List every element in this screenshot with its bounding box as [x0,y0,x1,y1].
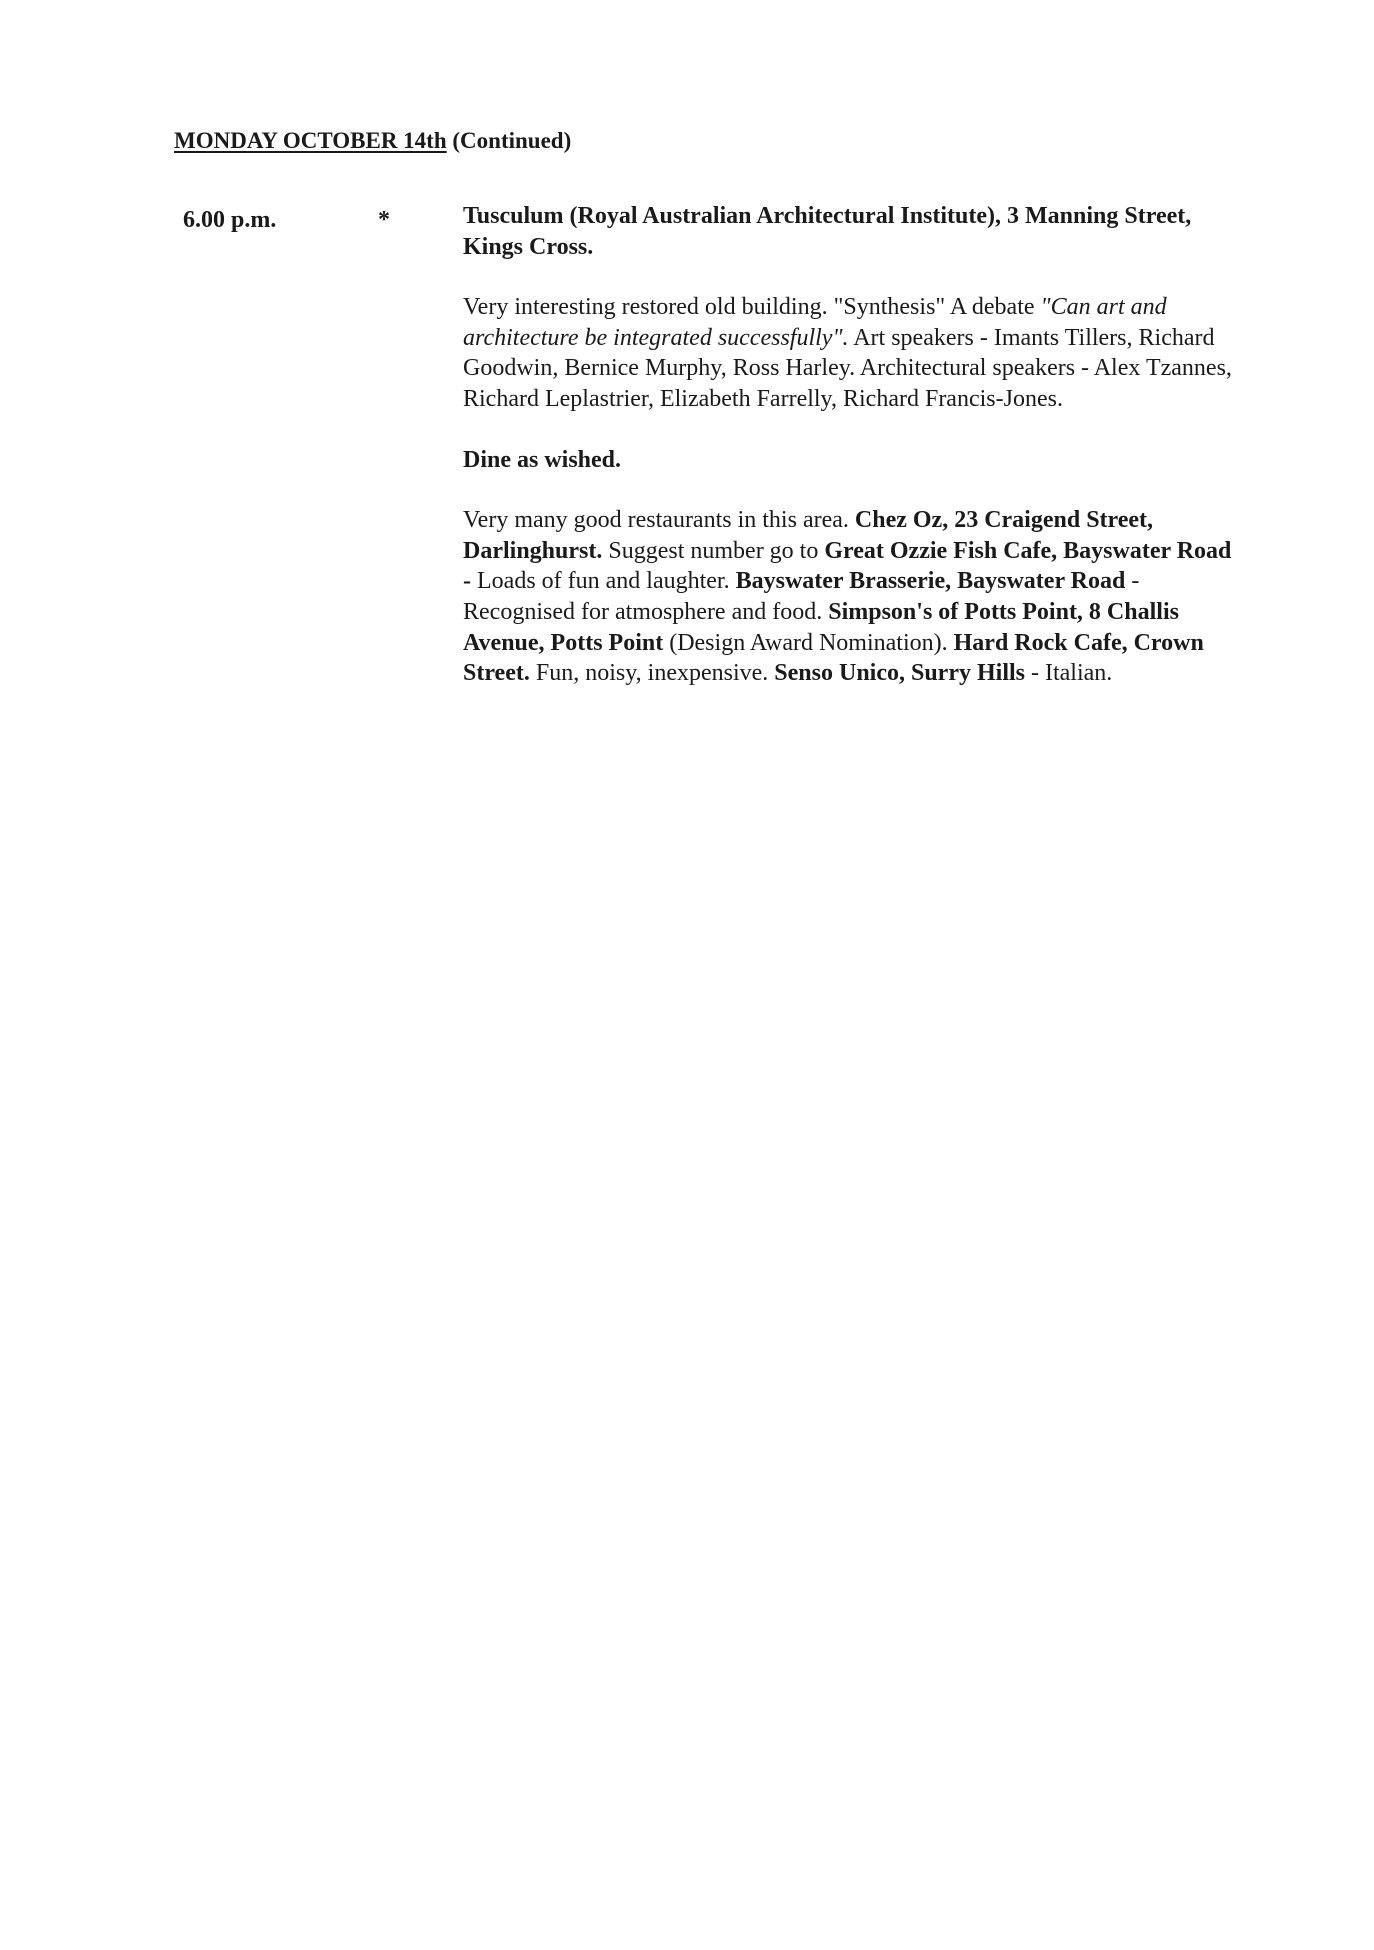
restaurant-text: - Italian. [1025,660,1113,687]
restaurant-text: Very many good restaurants in this area. [463,507,855,534]
venue-title: Tusculum (Royal Australian Architectural Institute), 3 Manning Street, Kings Cross. [463,203,1192,260]
dine-heading: Dine as wished. [463,446,622,473]
page-heading [174,128,571,154]
restaurant-text: Fun, noisy, inexpensive. [529,660,775,687]
restaurant-name: Great Ozzie Fish Cafe, Bayswater Road - [463,537,1232,595]
heading-date: MONDAY OCTOBER 14th [174,128,447,153]
restaurant-name: Simpson's of Potts Point, 8 Challis Avenue, Potts Point [463,598,1179,656]
restaurant-name: Hard Rock Cafe, Crown Street. [463,629,1204,687]
restaurant-name: Bayswater Brasserie, Bayswater Road [735,568,1126,595]
event-details [463,201,1243,719]
event-marker: * [378,207,390,233]
restaurant-list [463,505,1243,689]
heading-continued: (Continued) [452,128,572,153]
event-time: 6.00 p.m. [183,207,277,233]
restaurant-name: Senso Unico, Surry Hills [774,660,1025,687]
restaurant-name: Chez Oz, 23 Craigend Street, Darlinghurst. [463,507,1154,564]
debate-question: "Can art and architecture be integrated successfully". [463,294,1167,351]
event-description [463,292,1243,414]
description-intro: Very interesting restored old building. "Synthesis" A debate [463,294,1041,321]
restaurant-text: (Design Award Nomination). [663,629,954,656]
restaurant-text: Suggest number go to [602,537,825,564]
speakers-list: Art speakers - Imants Tillers, Richard Goodwin, Bernice Murphy, Ross Harley. Architectural speakers - Alex Tzannes, Richard Leplastrier, Elizabeth Farrelly, Richard Francis-Jones. [463,324,1232,412]
restaurant-text: - Recognised for atmosphere and food. [463,568,1140,625]
restaurant-text: Loads of fun and laughter. [471,568,736,595]
